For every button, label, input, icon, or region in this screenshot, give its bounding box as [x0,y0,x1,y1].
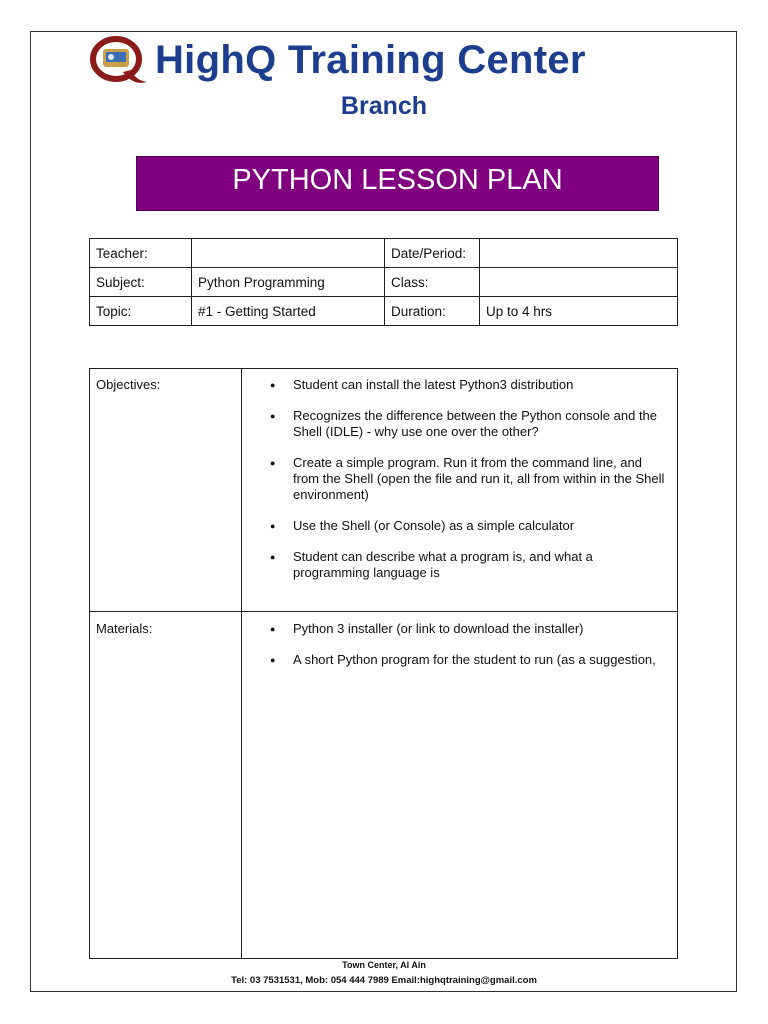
subject-value: Python Programming [192,268,385,297]
footer-contact: Tel: 03 7531531, Mob: 054 444 7989 Email:highqtraining@gmail.com [231,975,537,986]
org-name: HighQ Training Center [155,38,586,82]
branch-name: Branch [340,92,428,120]
table-row [90,268,678,297]
subject-label: Subject: [90,268,192,297]
row-divider [90,611,677,612]
list-item: ● Recognizes the difference between the Python console and the Shell (IDLE) - why use one over the other? [266,408,666,440]
teacher-value [192,239,385,268]
topic-value: #1 - Getting Started [192,297,385,326]
logo-icon [89,36,149,88]
topic-label: Topic: [90,297,192,326]
list-item: ● A short Python program for the student to run (as a suggestion, [266,652,666,668]
plan-details-box [89,368,678,959]
table-row [90,239,678,268]
class-label: Class: [385,268,480,297]
column-divider [241,369,242,958]
objectives-list [266,377,666,596]
list-item: ● Create a simple program. Run it from the command line, and from the Shell (open the file and run it, all from within in the Shell environment) [266,455,666,503]
date-period-label: Date/Period: [385,239,480,268]
materials-label: Materials: [96,621,153,636]
teacher-label: Teacher: [90,239,192,268]
date-period-value [480,239,678,268]
table-row [90,297,678,326]
duration-value: Up to 4 hrs [480,297,678,326]
info-table [89,238,678,326]
class-value [480,268,678,297]
list-item: ● Student can describe what a program is, and what a programming language is [266,549,666,581]
materials-list [266,621,666,683]
list-item: ● Python 3 installer (or link to download the installer) [266,621,666,637]
footer-address: Town Center, Al Ain [342,960,426,970]
duration-label: Duration: [385,297,480,326]
page-title: PYTHON LESSON PLAN [136,156,659,211]
list-item: ● Student can install the latest Python3 distribution [266,377,666,393]
objectives-label: Objectives: [96,377,161,392]
list-item: ● Use the Shell (or Console) as a simple calculator [266,518,666,534]
